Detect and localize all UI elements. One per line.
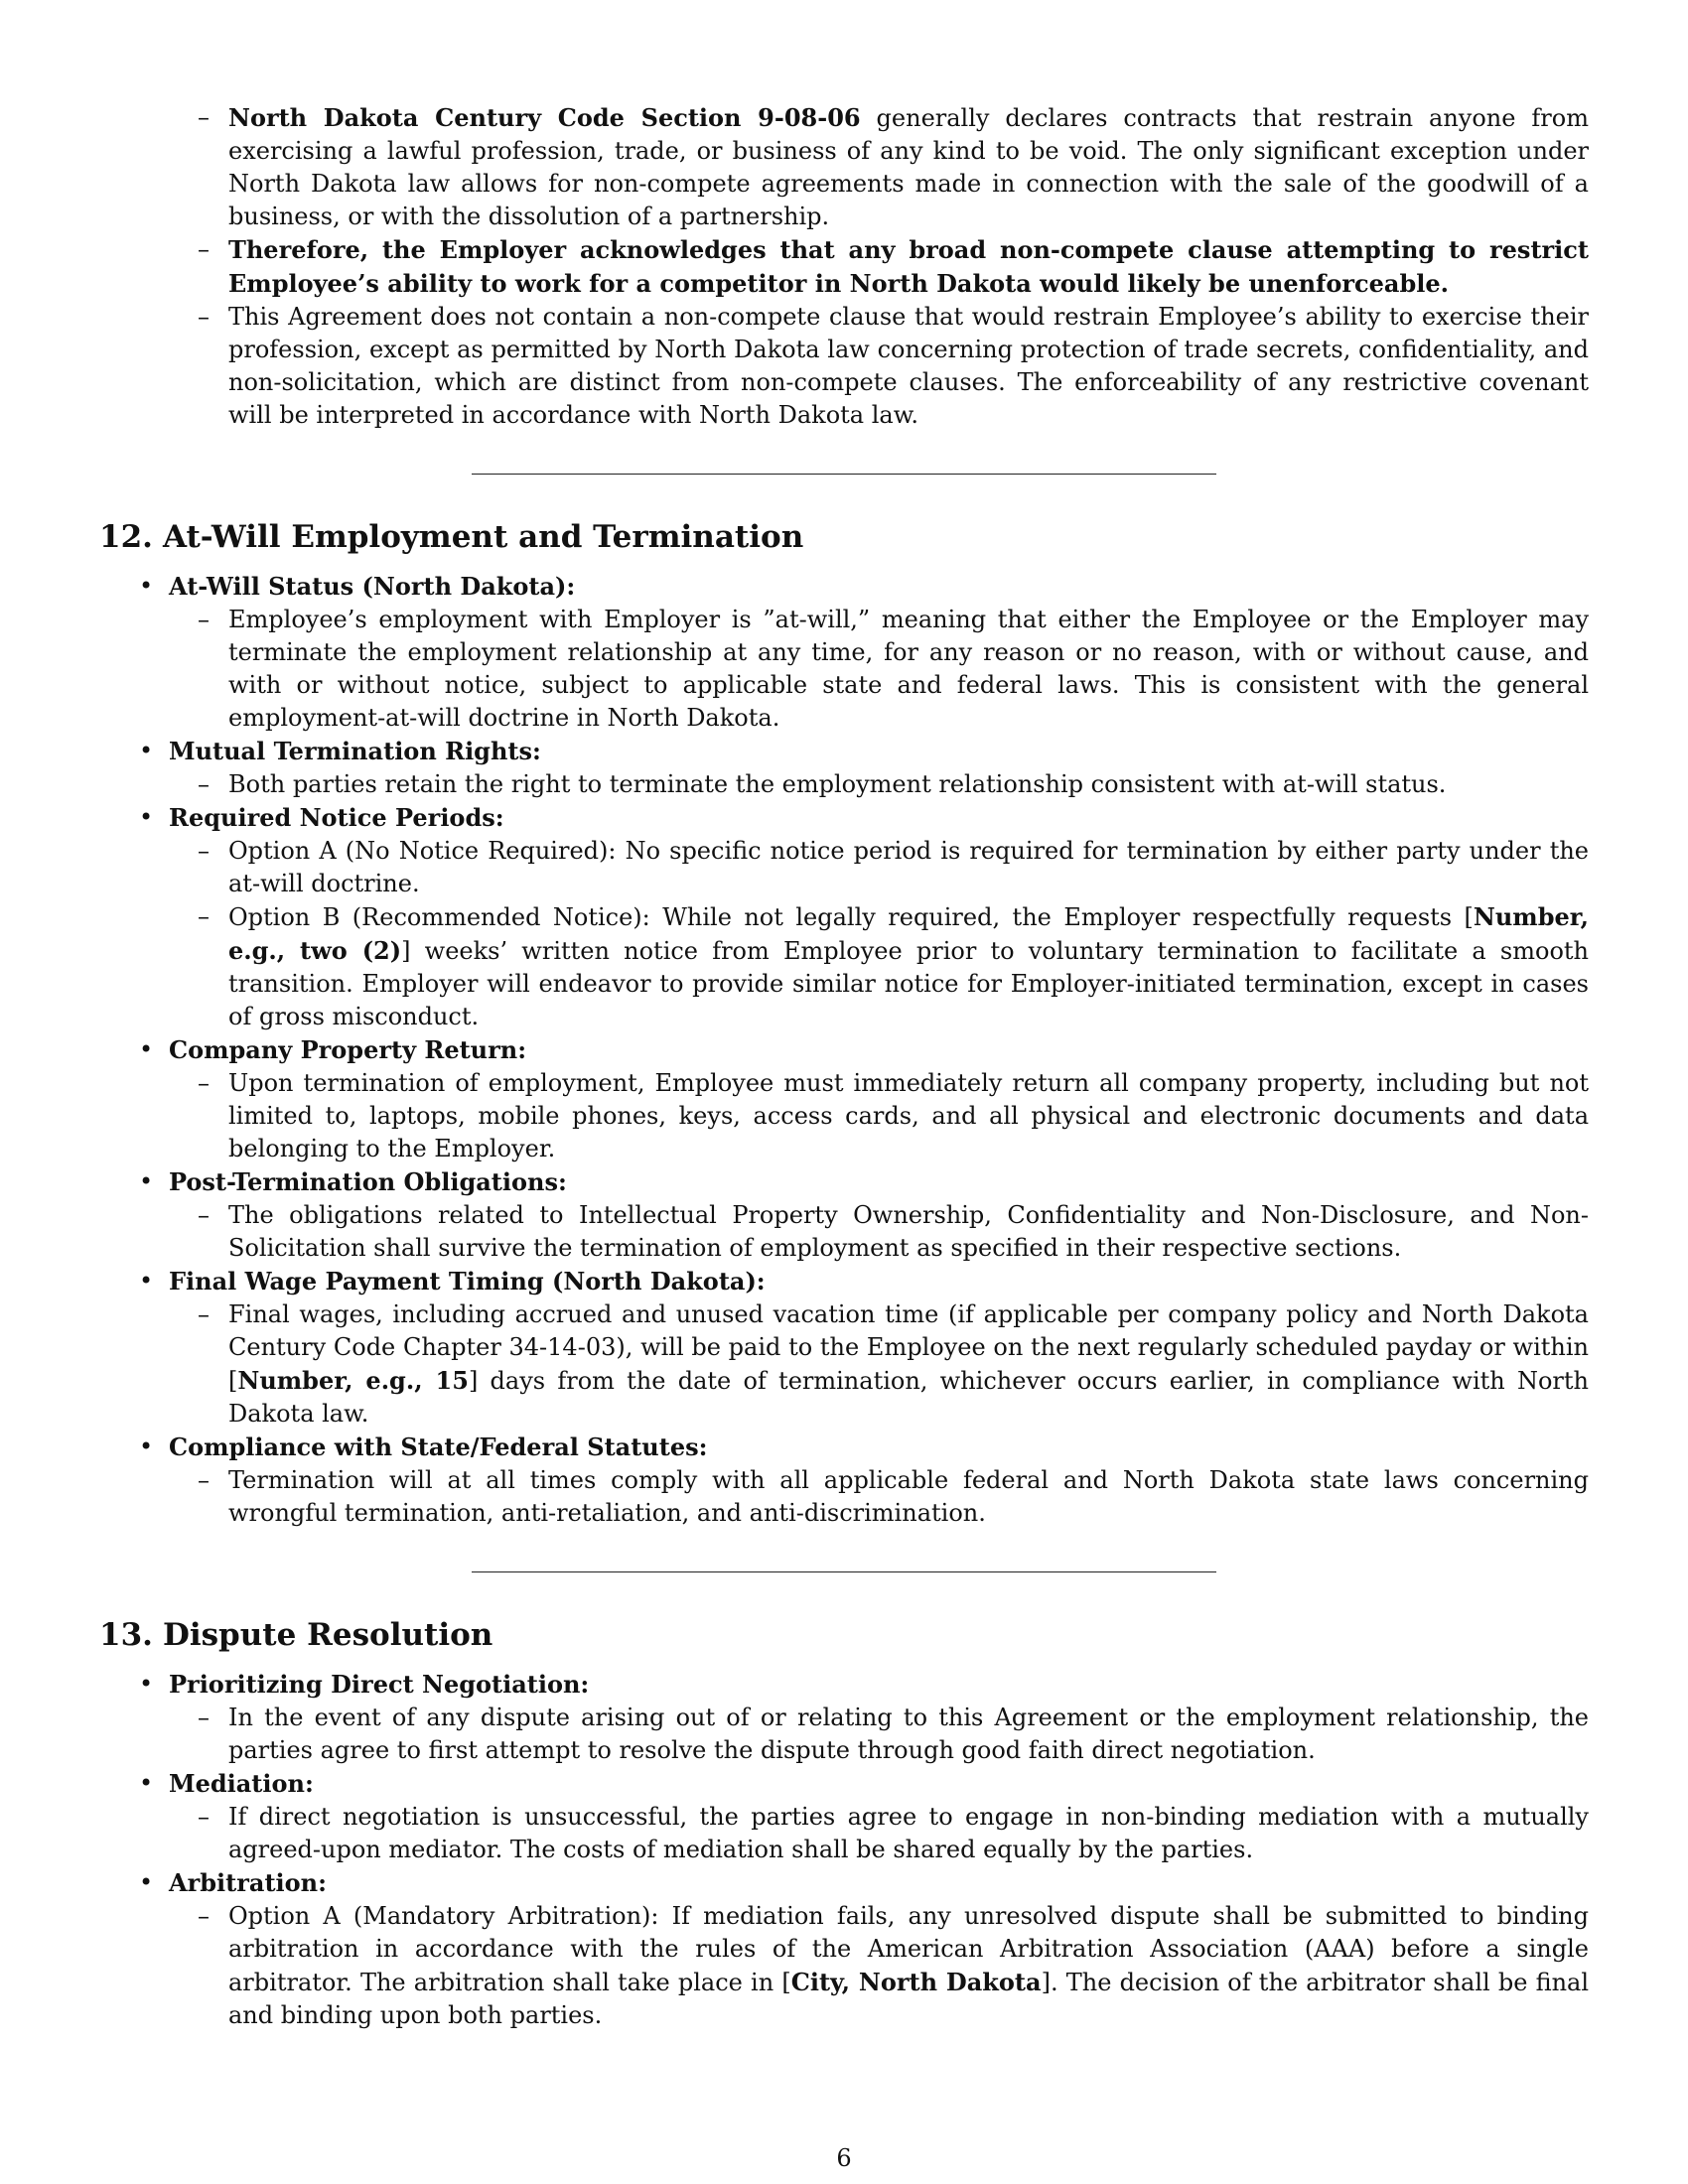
item-label: Prioritizing Direct Negotiation: xyxy=(169,1670,590,1699)
sub-list xyxy=(169,1298,1589,1431)
bullet-icon: • xyxy=(139,1035,154,1063)
section-divider xyxy=(472,1571,1216,1572)
bullet-icon: • xyxy=(139,1267,154,1295)
item-label: Mutual Termination Rights: xyxy=(169,737,541,765)
body-text: ] weeks’ written notice from Employee prior to voluntary termination to facilitate a smooth transition. Employer will endeavor to provide similar notice for Employer-initiated termination, except in cases of gross misconduct. xyxy=(228,937,1589,1030)
section-13-heading xyxy=(99,1616,1589,1654)
sub-list xyxy=(169,835,1589,1033)
list-item xyxy=(99,301,1589,432)
sub-list xyxy=(169,1464,1589,1530)
bullet-icon: • xyxy=(139,1769,154,1797)
section-13-number: 13. xyxy=(99,1617,153,1653)
bold-text: North Dakota Century Code Section 9-08-06 xyxy=(228,103,861,132)
bullet-item xyxy=(99,1033,1589,1165)
section-13-title: Dispute Resolution xyxy=(162,1617,493,1653)
sub-item xyxy=(99,1464,1589,1530)
sub-item xyxy=(99,900,1589,1033)
body-text: The obligations related to Intellectual Property Ownership, Confidentiality and Non-Disclosure, and Non-Solicitation shall survive the termination of employment as specified in their respective sections. xyxy=(228,1201,1589,1262)
body-text: Final wages, including accrued and unused vacation time (if applicable per company policy and North Dakota Century Code Chapter 34-14-03), will be paid to the Employee on the next regularly scheduled payday or within [ xyxy=(228,1300,1589,1395)
intro-sublist xyxy=(99,101,1589,432)
sub-list xyxy=(169,1801,1589,1866)
sub-item xyxy=(99,604,1589,735)
section-12-number: 12. xyxy=(99,519,153,555)
sub-item xyxy=(99,1702,1589,1767)
list-item xyxy=(99,101,1589,233)
bullet-icon: • xyxy=(139,1167,154,1195)
section-12-list xyxy=(99,570,1589,1530)
body-text: Upon termination of employment, Employee must immediately return all company property, including but not limited to, laptops, mobile phones, keys, access cards, and all physical and electronic documents and data belonging to the Employer. xyxy=(228,1069,1589,1162)
bullet-item xyxy=(99,1265,1589,1431)
list-item xyxy=(99,233,1589,301)
body-text: Option B (Recommended Notice): While not legally required, the Employer respectfully requests [ xyxy=(228,903,1474,931)
body-text: If direct negotiation is unsuccessful, the parties agree to engage in non-binding mediation with a mutually agreed-upon mediator. The costs of mediation shall be shared equally by the parties. xyxy=(228,1803,1589,1863)
body-text: Option A (Mandatory Arbitration): If mediation fails, any unresolved dispute shall be submitted to binding arbitration in accordance with the rules of the American Arbitration Association (AAA) before a single arbitrator. The arbitration shall take place in [ xyxy=(228,1902,1589,1996)
item-label: Final Wage Payment Timing (North Dakota): xyxy=(169,1267,766,1296)
bullet-item xyxy=(99,1668,1589,1767)
bullet-icon: • xyxy=(139,1433,154,1460)
item-label: Post-Termination Obligations: xyxy=(169,1167,567,1196)
item-label: Compliance with State/Federal Statutes: xyxy=(169,1433,708,1461)
bullet-icon: • xyxy=(139,1868,154,1896)
item-label: Arbitration: xyxy=(169,1868,327,1897)
sub-item xyxy=(99,1199,1589,1265)
bullet-item xyxy=(99,735,1589,801)
bullet-item xyxy=(99,801,1589,1033)
sub-list xyxy=(169,1067,1589,1165)
body-text: In the event of any dispute arising out of or relating to this Agreement or the employment relationship, the parties agree to first attempt to resolve the dispute through good faith direct negotiation. xyxy=(228,1704,1589,1764)
placeholder-text: Number, e.g., two (2) xyxy=(228,902,1589,965)
bullet-item xyxy=(99,1431,1589,1530)
sub-list xyxy=(169,604,1589,735)
bullet-icon: • xyxy=(139,803,154,831)
sub-item xyxy=(99,768,1589,801)
sub-list xyxy=(169,1900,1589,2032)
bullet-icon: • xyxy=(139,737,154,764)
item-label: At-Will Status (North Dakota): xyxy=(169,572,576,601)
section-12-title: At-Will Employment and Termination xyxy=(162,519,804,555)
page-content xyxy=(99,101,1589,2032)
bullet-icon: • xyxy=(139,572,154,600)
body-text: This Agreement does not contain a non-compete clause that would restrain Employee’s ability to exercise their profession, except as permitted by North Dakota law concerning protection of trade secrets, confidentiality, and non-solicitation, which are distinct from non-compete clauses. The enforceability of any restrictive covenant will be interpreted in accordance with North Dakota law. xyxy=(228,303,1589,429)
bullet-item xyxy=(99,1767,1589,1866)
bullet-item xyxy=(99,1165,1589,1265)
placeholder-text: Number, e.g., 15 xyxy=(237,1366,469,1395)
sub-list xyxy=(169,768,1589,801)
body-text: generally declares contracts that restrain anyone from exercising a lawful profession, trade, or business of any kind to be void. The only significant exception under North Dakota law allows for non-compete agreements made in connection with the sale of the goodwill of a business, or with the dissolution of a partnership. xyxy=(228,104,1589,230)
body-text: Employee’s employment with Employer is ”at-will,” meaning that either the Employee or the Employer may terminate the employment relationship at any time, for any reason or no reason, with or without cause, and with or without notice, subject to applicable state and federal laws. This is consistent with the general employment-at-will doctrine in North Dakota. xyxy=(228,606,1589,732)
sub-item xyxy=(99,1298,1589,1431)
body-text: ]. The decision of the arbitrator shall be final and binding upon both parties. xyxy=(228,1969,1590,2029)
section-12-heading xyxy=(99,518,1589,556)
page-number: 6 xyxy=(836,2144,852,2172)
item-label: Required Notice Periods: xyxy=(169,803,504,832)
body-text: Both parties retain the right to terminate the employment relationship consistent with at-will status. xyxy=(228,770,1447,798)
sub-item xyxy=(99,835,1589,900)
bullet-item xyxy=(99,570,1589,735)
body-text: ] days from the date of termination, whichever occurs earlier, in compliance with North Dakota law. xyxy=(228,1367,1590,1428)
section-13-list xyxy=(99,1668,1589,2032)
bold-text: Therefore, the Employer acknowledges that any broad non-compete clause attempting to restrict Employee’s ability to work for a competitor in North Dakota would likely be unenforceable. xyxy=(228,235,1589,298)
sub-item xyxy=(99,1900,1589,2032)
sub-item xyxy=(99,1067,1589,1165)
body-text: Termination will at all times comply with all applicable federal and North Dakota state laws concerning wrongful termination, anti-retaliation, and anti-discrimination. xyxy=(228,1466,1589,1527)
section-divider xyxy=(472,474,1216,475)
body-text: Option A (No Notice Required): No specific notice period is required for termination by either party under the at-will doctrine. xyxy=(228,837,1589,897)
sub-list xyxy=(169,1199,1589,1265)
bullet-icon: • xyxy=(139,1670,154,1698)
bullet-item xyxy=(99,1866,1589,2032)
placeholder-text: City, North Dakota xyxy=(790,1968,1042,1996)
item-label: Mediation: xyxy=(169,1769,314,1798)
sub-item xyxy=(99,1801,1589,1866)
sub-list xyxy=(169,1702,1589,1767)
item-label: Company Property Return: xyxy=(169,1035,527,1064)
